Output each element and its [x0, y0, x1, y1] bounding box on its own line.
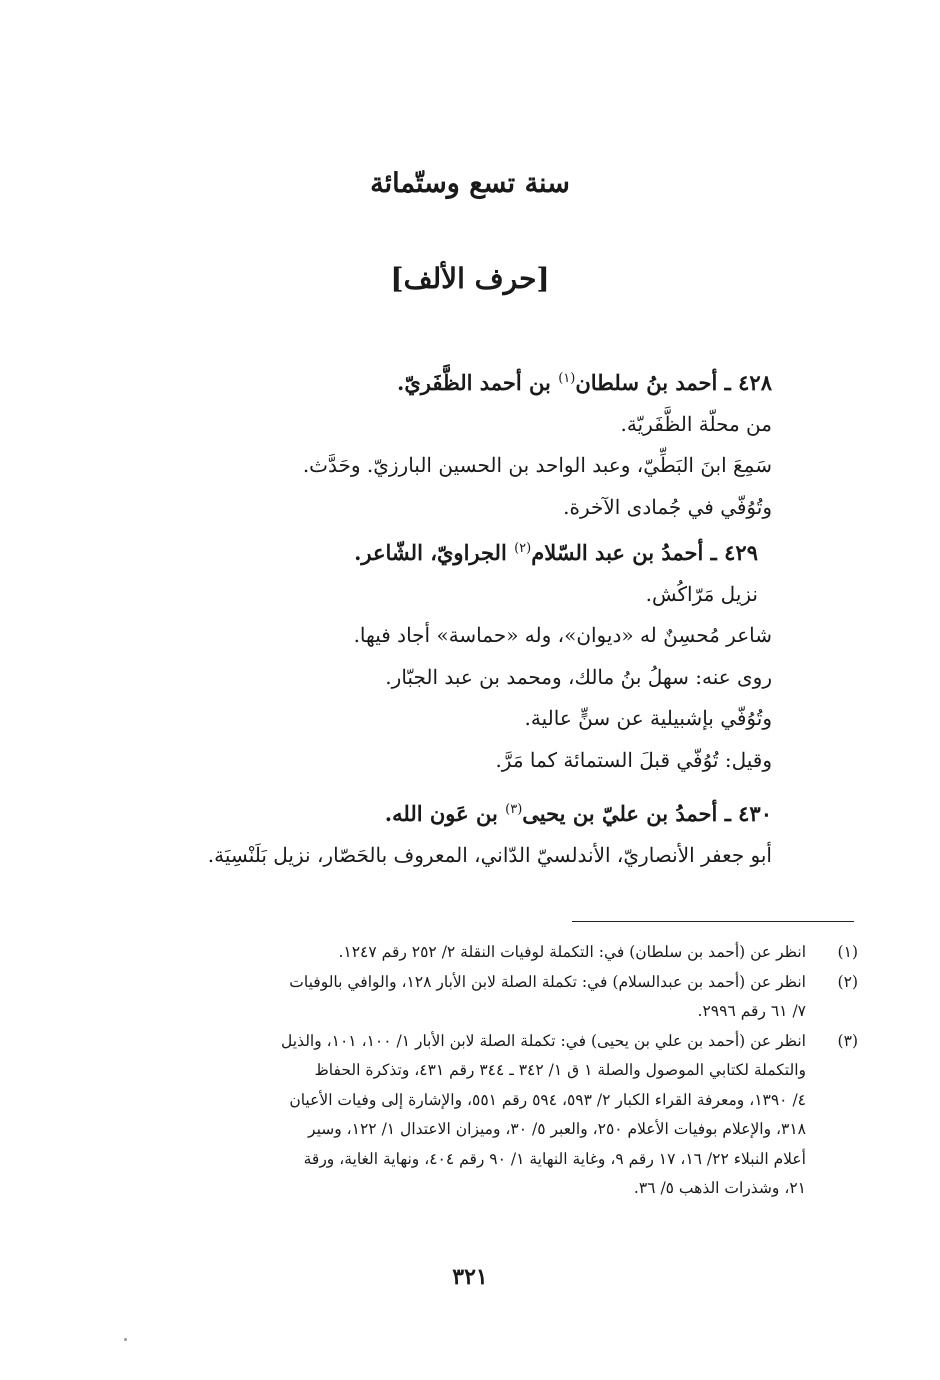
footnote-line: ٧/ ٦١ رقم ٢٩٩٦.	[697, 1002, 806, 1020]
footnote-line: ٢١، وشذرات الذهب ٥/ ٣٦.	[633, 1179, 806, 1197]
entry-heading-429: ٤٢٩ ـ أحمدُ بن عبد السّلام$^{(٢)}$ الجراويّ، الشّاعر.	[354, 540, 758, 565]
footnote-line: انظر عن (أحمد بن عبدالسلام) في: تكملة الصلة لابن الأبار ١٢٨، والوافي بالوفيات	[289, 972, 806, 991]
entry-line: وتُوُفّي بإشبيلية عن سنٍّ عالية.	[524, 706, 772, 730]
entry-line: من محلّة الظَّفَريّة.	[620, 411, 772, 436]
section-heading: [حرف الألف]	[390, 262, 550, 295]
footnote-line: ٣١٨، والإعلام بوفيات الأعلام ٢٥٠، والعبر ٥/ ٣٠، وميزان الاعتدال ١/ ١٢٢، وسير	[308, 1120, 806, 1138]
footnote-ref-3: (٣)	[505, 802, 523, 817]
footnotes	[130, 938, 858, 1204]
footnote-separator	[572, 921, 854, 922]
entry-heading-428: ٤٢٨ ـ أحمد بنُ سلطان$^{(١)}$ بن أحمد الظَّفَريّ.	[397, 370, 772, 395]
footnote-number: (١)	[837, 943, 858, 961]
entry-line: سَمِعَ ابنَ البَطِّيّ، وعبد الواحد بن الحسين البارزيّ. وحَدَّث.	[302, 453, 772, 477]
footnote-line: انظر عن (أحمد بن سلطان) في: التكملة لوفيات النقلة ٢/ ٢٥٢ رقم ١٢٤٧.	[338, 943, 806, 961]
entry-line: وقيل: تُوُفّي قبلَ الستمائة كما مَرَّ.	[495, 747, 772, 772]
footnote-line: انظر عن (أحمد بن علي بن يحيى) في: تكملة الصلة لابن الأبار ١/ ١٠٠، ١٠١، والذيل	[281, 1031, 806, 1050]
footnote-2	[130, 968, 858, 1027]
main-text	[132, 358, 772, 876]
footnote-ref-2: (٢)	[514, 541, 532, 556]
footnote-1	[130, 938, 858, 968]
footnote-number: (٣)	[837, 1031, 858, 1050]
entry-line: شاعر مُحسِنٌ له «ديوان»، وله «حماسة» أجاد فيها.	[353, 623, 772, 647]
year-heading: سنة تسع وستّمائة	[370, 168, 570, 199]
scan-speck	[124, 1338, 127, 1341]
entry-line: نزيل مَرّاكُش.	[645, 581, 758, 606]
footnote-line: ٤/ ١٣٩٠، ومعرفة القراء الكبار ٢/ ٥٩٣، ٥٩٤ رقم ٥٥١، والإشارة إلى وفيات الأعيان	[289, 1090, 806, 1109]
footnote-number: (٢)	[837, 972, 858, 991]
footnote-line: أعلام النبلاء ٢٢/ ١٦، ١٧ رقم ٩، وغاية النهاية ١/ ٩٠ رقم ٤٠٤، ونهاية الغاية، ورقة	[303, 1149, 806, 1168]
entry-line: روى عنه: سهلُ بنُ مالك، ومحمد بن عبد الجبّار.	[385, 664, 772, 689]
entry-line: وتُوُفّي في جُمادى الآخرة.	[563, 494, 772, 519]
footnote-line: والتكملة لكتابي الموصول والصلة ١ ق ١/ ٣٤٢ ـ ٣٤٤ رقم ٤٣١، وتذكرة الحفاظ	[314, 1061, 806, 1079]
page-number: ٣٢١	[452, 1264, 488, 1290]
footnote-ref-1: (١)	[558, 371, 576, 386]
entry-line: أبو جعفر الأنصاريّ، الأندلسيّ الدّاني، المعروف بالحَصّار، نزيل بَلَنْسِيَة.	[207, 842, 772, 867]
entry-heading-430: ٤٣٠ ـ أحمدُ بن عليّ بن يحيى$^{(٣)}$ بن عَون الله.	[384, 801, 772, 826]
footnote-3	[130, 1027, 858, 1204]
